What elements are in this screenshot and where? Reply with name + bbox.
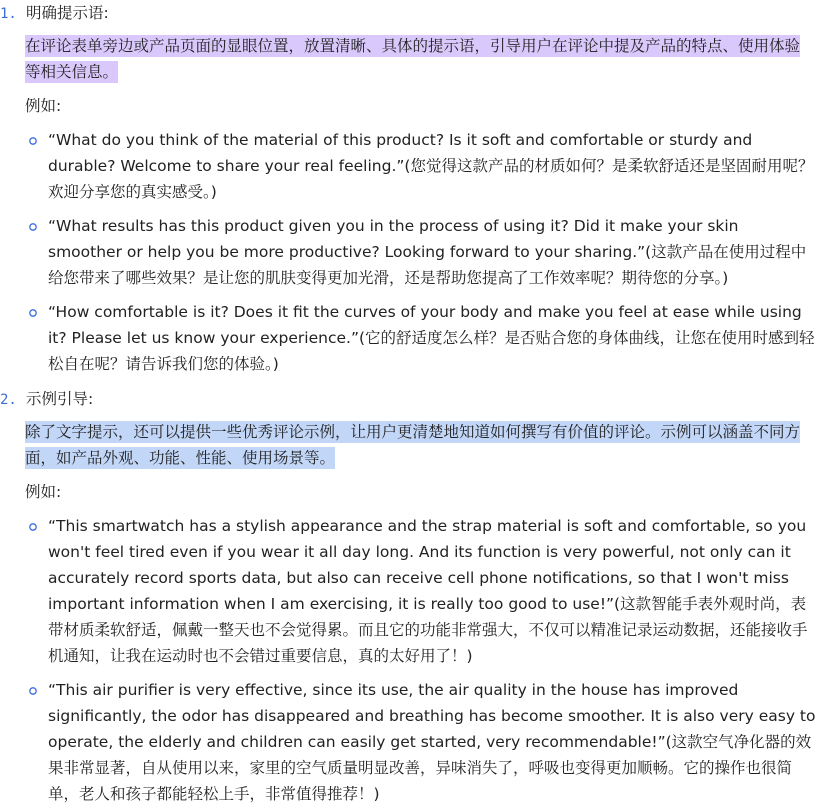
section-1-highlight-text: 在评论表单旁边或产品页面的显眼位置，放置清晰、具体的提示语，引导用户在评论中提及产品的特点、使用体验等相关信息。 — [25, 37, 801, 81]
section-1-title: 明确提示语: — [26, 4, 109, 22]
section-2-highlight-text: 除了文字提示，还可以提供一些优秀评论示例，让用户更清楚地知道如何撰写有价值的评论。示例可以涵盖不同方面，如产品外观、功能、性能、使用场景等。 — [25, 423, 801, 467]
bullet-circle-icon — [28, 522, 38, 532]
section-1-example-label: 例如: — [25, 97, 62, 115]
section-2-number: 2. — [0, 392, 17, 408]
bullet-circle-icon — [28, 136, 38, 146]
section-1-highlight — [25, 33, 810, 85]
section-2-item-2: “This air purifier is very effective, since its use, the air quality in the house has improved significantly, the odor has disappeared and breathing has become smoother. It is also very easy to operate, the elderly and children can easily get started, very recommendable!”(这款空气净化器的效果非常显著，自从使用以来，家里的空气质量明显改善，异味消失了，呼吸也变得更加顺畅。它的操作也很简单，老人和孩子都能轻松上手，非常值得推荐！) — [48, 681, 816, 803]
bullet-circle-icon — [28, 308, 38, 318]
section-2-example-label: 例如: — [25, 483, 62, 501]
bullet-circle-icon — [28, 686, 38, 696]
section-2-heading — [0, 387, 93, 411]
bullet-circle-icon — [28, 222, 38, 232]
section-1-item-2: “What results has this product given you in the process of using it? Did it make your skin smoother or help you be more productive? Looking forward to your sharing.”(这款产品在使用过程中给您带来了哪些效果？是让您的肌肤变得更加光滑，还是帮助您提高了工作效率呢？期待您的分享。) — [48, 217, 807, 287]
section-1-heading — [0, 1, 109, 25]
section-1-item-1: “What do you think of the material of this product? Is it soft and comfortable or sturdy and durable? Welcome to share your real feeling.”(您觉得这款产品的材质如何？是柔软舒适还是坚固耐用呢？欢迎分享您的真实感受。) — [48, 131, 814, 201]
section-2-title: 示例引导: — [26, 390, 94, 408]
section-2-item-1: “This smartwatch has a stylish appearance and the strap material is soft and comfortable, so you won't feel tired even if you wear it all day long. And its function is very powerful, not only can it accurately record sports data, but also can receive cell phone notifications, so that I won't miss important information when I am exercising, it is really too good to use!”(这款智能手表外观时尚，表带材质柔软舒适，佩戴一整天也不会觉得累。而且它的功能非常强大，不仅可以精准记录运动数据，还能接收手机通知，让我在运动时也不会错过重要信息，真的太好用了！) — [48, 517, 808, 665]
section-1-item-3: “How comfortable is it? Does it fit the curves of your body and make you feel at ease while using it? Please let us know your experience.”(它的舒适度怎么样？是否贴合您的身体曲线，让您在使用时感到轻松自在呢？请告诉我们您的体验。) — [48, 303, 815, 373]
section-1-number: 1. — [0, 6, 17, 22]
section-2-highlight — [25, 419, 810, 471]
